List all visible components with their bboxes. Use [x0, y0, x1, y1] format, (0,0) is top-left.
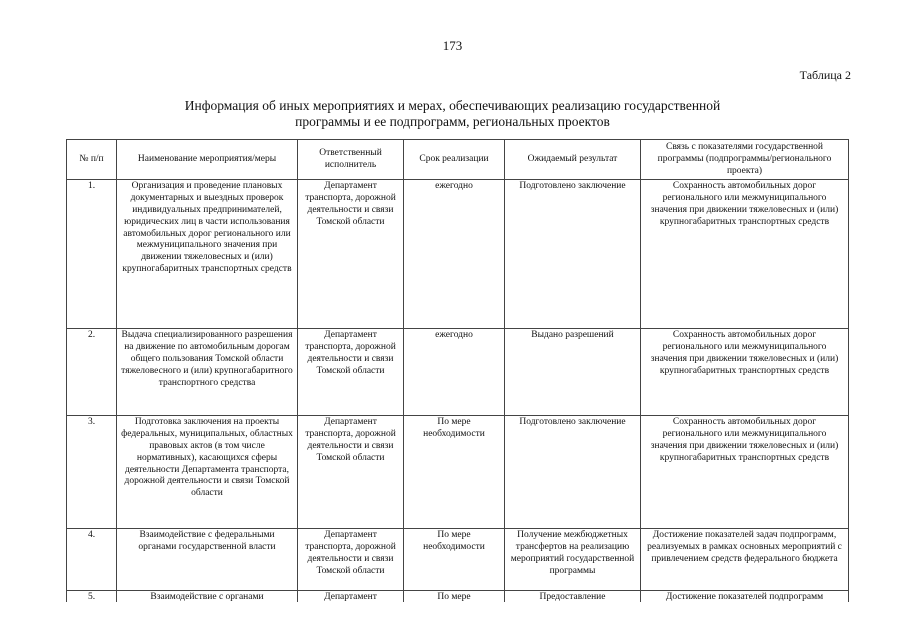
row-term: ежегодно	[404, 180, 505, 329]
row-name: Взаимодействие с федеральными органами государственной власти	[117, 529, 298, 591]
row-num: 2.	[67, 329, 117, 416]
row-term: По мере необходимости	[404, 529, 505, 591]
table-row	[67, 529, 849, 591]
page-number: 173	[442, 38, 463, 53]
row-num: 4.	[67, 529, 117, 591]
row-executor: Департамент транспорта, дорожной деятельности и связи Томской области	[298, 180, 404, 329]
header-executor: Ответственный исполнитель	[298, 140, 404, 180]
row-name: Подготовка заключения на проекты федеральных, муниципальных, областных правовых актов (в том числе нормативных), касающихся сферы деятельности Департамента транспорта, дорожной деятельности и связи Томской области	[117, 416, 298, 529]
page-crop-mask	[0, 602, 905, 640]
row-term: ежегодно	[404, 329, 505, 416]
row-link: Сохранность автомобильных дорог регионального или межмуниципального значения при движении тяжеловесных и (или) крупногабаритных транспортных средств	[641, 416, 849, 529]
row-result: Предоставление	[505, 591, 641, 631]
title-line-1: Информация об иных мероприятиях и мерах, обеспечивающих реализацию государственной	[184, 98, 721, 113]
row-link: Сохранность автомобильных дорог регионального или межмуниципального значения при движении тяжеловесных и (или) крупногабаритных транспортных средств	[641, 329, 849, 416]
row-term: По мере необходимости	[404, 416, 505, 529]
table-row	[67, 416, 849, 529]
row-link: Достижение показателей задач подпрограмм, реализуемых в рамках основных мероприятий с привлечением средств федерального бюджета	[641, 529, 849, 591]
row-name: Организация и проведение плановых документарных и выездных проверок индивидуальных предпринимателей, юридических лиц в части использования автомобильных дорог регионального или межмуниципального значения при движении тяжеловесных и (или) крупногабаритных транспортных средств	[117, 180, 298, 329]
row-num: 3.	[67, 416, 117, 529]
header-link: Связь с показателями государственной программы (подпрограммы/регионального проекта)	[641, 140, 849, 180]
row-result: Подготовлено заключение	[505, 180, 641, 329]
row-name: Взаимодействие с органами	[117, 591, 298, 631]
table-label: Таблица 2	[799, 68, 851, 82]
row-term: По мере	[404, 591, 505, 631]
row-executor: Департамент	[298, 591, 404, 631]
table-title	[100, 98, 805, 130]
row-link: Сохранность автомобильных дорог регионального или межмуниципального значения при движении тяжеловесных и (или) крупногабаритных транспортных средств	[641, 180, 849, 329]
header-term: Срок реализации	[404, 140, 505, 180]
row-num: 5.	[67, 591, 117, 631]
row-num: 1.	[67, 180, 117, 329]
row-result: Выдано разрешений	[505, 329, 641, 416]
row-executor: Департамент транспорта, дорожной деятельности и связи Томской области	[298, 529, 404, 591]
table-row	[67, 329, 849, 416]
row-link: Достижение показателей подпрограмм	[641, 591, 849, 631]
row-name: Выдача специализированного разрешения на движение по автомобильным дорогам общего пользования Томской области тяжеловесного и (или) крупногабаритного транспортного средства	[117, 329, 298, 416]
header-result: Ожидаемый результат	[505, 140, 641, 180]
table-row	[67, 180, 849, 329]
title-line-2: программы и ее подпрограмм, региональных проектов	[295, 114, 610, 129]
row-result: Получение межбюджетных трансфертов на реализацию мероприятий государственной программы	[505, 529, 641, 591]
row-result: Подготовлено заключение	[505, 416, 641, 529]
header-row	[67, 140, 849, 180]
header-num: № п/п	[67, 140, 117, 180]
header-name: Наименование мероприятия/меры	[117, 140, 298, 180]
row-executor: Департамент транспорта, дорожной деятельности и связи Томской области	[298, 329, 404, 416]
row-executor: Департамент транспорта, дорожной деятельности и связи Томской области	[298, 416, 404, 529]
measures-table	[66, 139, 849, 631]
